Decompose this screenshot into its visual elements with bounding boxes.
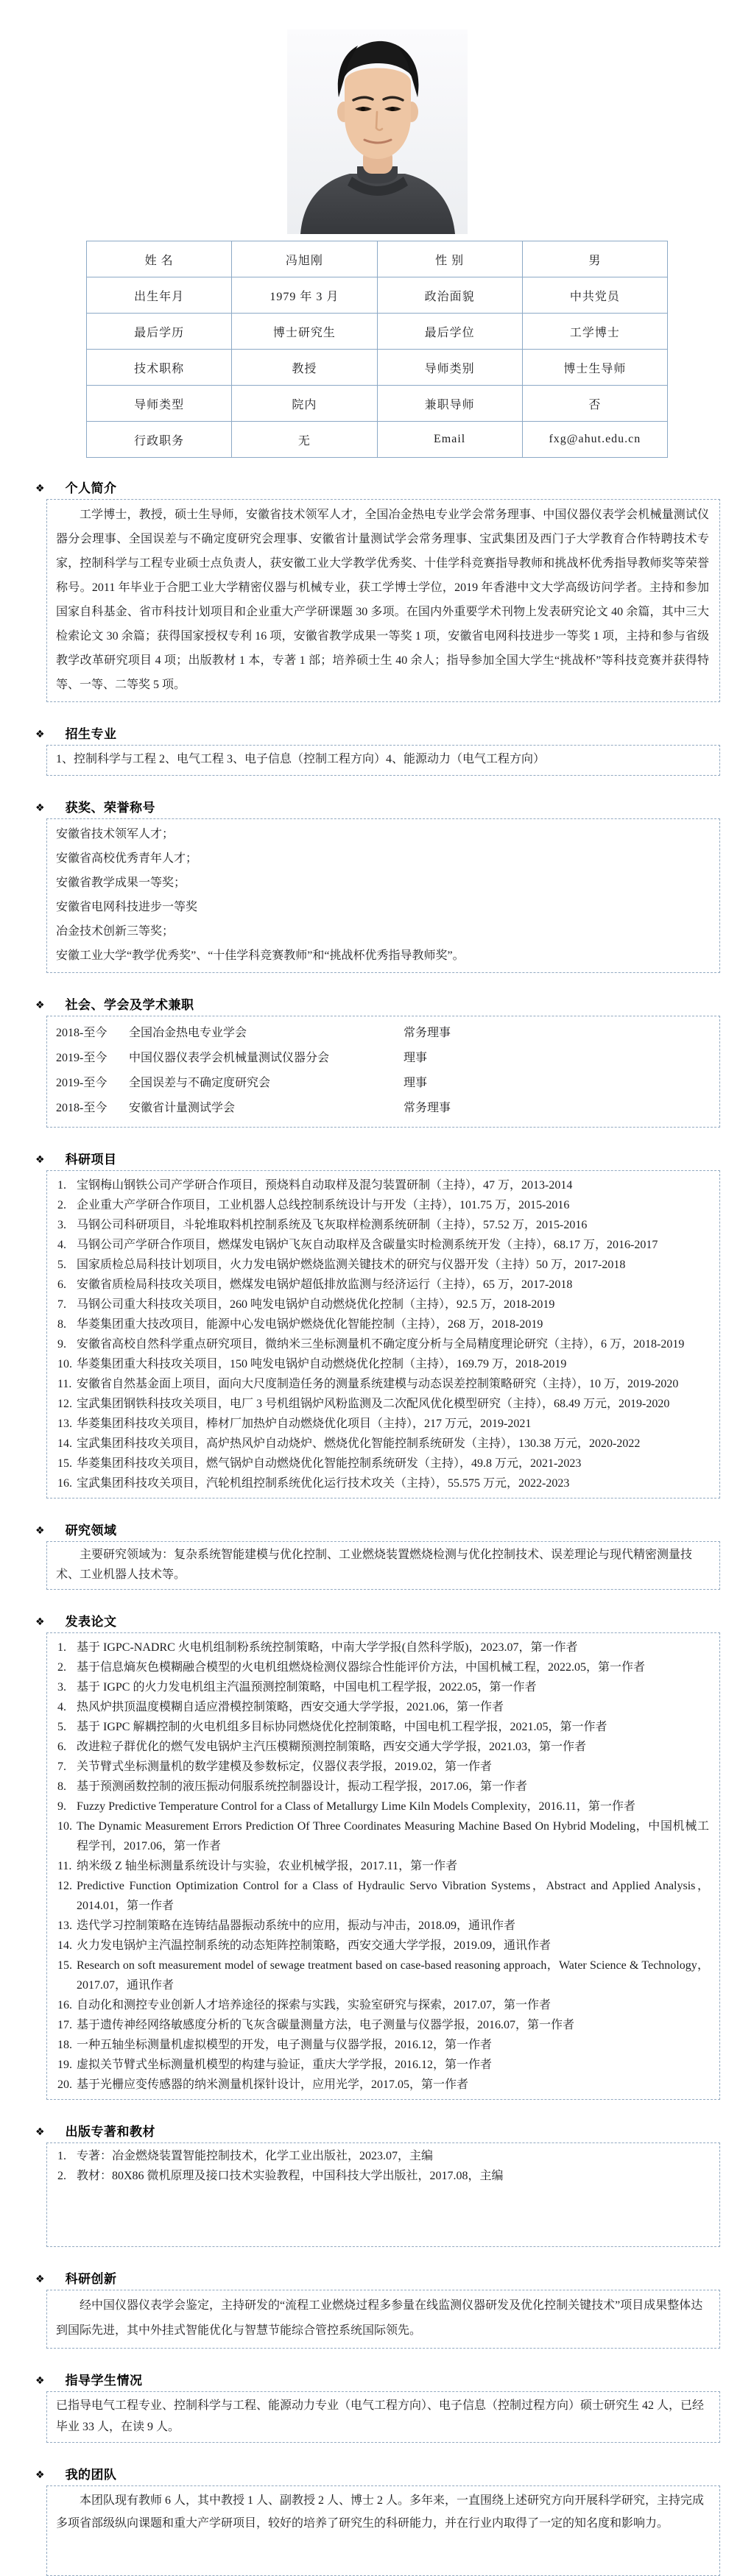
paper-item: Research on soft measurement model of sewage treatment based on case-based reasoning approach，Water Science & Technology，2017.07，通讯作者 bbox=[77, 1959, 710, 1992]
project-item: 马钢公司重大科技攻关项目，260 吨发电锅炉自动燃烧优化控制（主持），92.5 万，2018-2019 bbox=[77, 1298, 555, 1311]
award-item: 安徽省电网科技进步一等奖 bbox=[56, 901, 198, 913]
profile-table-row bbox=[87, 277, 668, 314]
diamond-icon: ❖ bbox=[35, 2375, 45, 2387]
field-value: 男 bbox=[522, 241, 667, 277]
team-content-box bbox=[46, 2485, 720, 2576]
award-item: 安徽省技术领军人才； bbox=[56, 828, 175, 841]
section-title-papers: 发表论文 bbox=[65, 1615, 117, 1629]
students-paragraph: 已指导电气工程专业、控制科学与工程、能源动力专业（电气工程方向）、电子信息（控制过程方向）硕士研究生 42 人，已经毕业 33 人，在读 9 人。 bbox=[56, 2399, 705, 2433]
papers-content-box bbox=[46, 1632, 720, 2100]
membership-organization: 中国仪器仪表学会机械量测试仪器分会 bbox=[129, 1052, 330, 1064]
membership-period: 2018-至今 bbox=[56, 1102, 108, 1114]
project-item: 宝钢梅山钢铁公司产学研合作项目，预烧料自动取样及混匀装置研制（主持），47 万，2013-2014 bbox=[77, 1179, 573, 1192]
award-item: 冶金技术创新三等奖； bbox=[56, 925, 175, 938]
innovation-paragraph: 经中国仪器仪表学会鉴定，主持研发的“流程工业燃烧过程多参量在线监测仪器研发及优化控制关键技术”项目成果整体达到国际先进，其中外挂式智能优化与智慧节能综合管控系统国际领先。 bbox=[56, 2299, 703, 2337]
awards-content-box bbox=[46, 818, 720, 973]
section-innovation bbox=[0, 2271, 754, 2349]
diamond-icon: ❖ bbox=[35, 2469, 45, 2481]
book-item: 教材：80X86 微机原理及接口技术实验教程，中国科技大学出版社，2017.08，主编 bbox=[77, 2170, 504, 2182]
section-title-enrollment: 招生专业 bbox=[65, 727, 117, 741]
paper-item: Predictive Function Optimization Control for a Class of Hydraulic Servo Vibration Systems，Abstract and Applied Analysis，2014.01，第一作者 bbox=[77, 1880, 709, 1912]
intro-content-box bbox=[46, 499, 720, 702]
field-label: 性 别 bbox=[377, 241, 522, 277]
field-label: 技术职称 bbox=[87, 350, 232, 386]
field-value: fxg@ahut.edu.cn bbox=[522, 422, 667, 458]
profile-table-row bbox=[87, 422, 668, 458]
section-awards bbox=[0, 800, 754, 973]
award-item: 安徽省教学成果一等奖； bbox=[56, 877, 186, 889]
paper-item: Fuzzy Predictive Temperature Control for a Class of Metallurgy Lime Kiln Models Complexity，2016.11，第一作者 bbox=[77, 1800, 635, 1813]
field-label: 行政职务 bbox=[87, 422, 232, 458]
diamond-icon: ❖ bbox=[35, 999, 45, 1011]
field-label: 最后学历 bbox=[87, 314, 232, 350]
paper-item: 火力发电锅炉主汽温控制系统的动态矩阵控制策略，西安交通大学学报，2019.09，通讯作者 bbox=[77, 1939, 552, 1952]
section-title-projects: 科研项目 bbox=[65, 1153, 117, 1167]
paper-item: 基于预测函数控制的液压振动伺服系统控制器设计，振动工程学报，2017.06，第一作者 bbox=[77, 1780, 528, 1793]
field-label: Email bbox=[377, 422, 522, 458]
book-item: 专著：冶金燃烧装置智能控制技术，化学工业出版社，2023.07，主编 bbox=[77, 2150, 434, 2162]
field-label: 出生年月 bbox=[87, 277, 232, 314]
project-item: 宝武集团科技攻关项目，汽轮机组控制系统优化运行技术攻关（主持），55.575 万元，2022-2023 bbox=[77, 1477, 570, 1490]
award-item: 安徽工业大学“教学优秀奖”、“十佳学科竞赛教师”和“挑战杯优秀指导教师奖”。 bbox=[56, 949, 465, 962]
books-content-box bbox=[46, 2142, 720, 2247]
membership-organization: 全国冶金热电专业学会 bbox=[129, 1027, 247, 1039]
paper-item: The Dynamic Measurement Errors Prediction Of Three Coordinates Measuring Machine Based On Hybrid Modeling，中国机械工程学刊，2017.06，第一作者 bbox=[77, 1820, 709, 1853]
research-fields-paragraph: 主要研究领域为：复杂系统智能建模与优化控制、工业燃烧装置燃烧检测与优化控制技术、误差理论与现代精密测量技术、工业机器人技术等。 bbox=[56, 1549, 693, 1581]
section-books bbox=[0, 2124, 754, 2247]
project-item: 华菱集团科技攻关项目，棒材厂加热炉自动燃烧优化项目（主持），217 万元，2019-2021 bbox=[77, 1418, 532, 1430]
membership-row bbox=[56, 1096, 709, 1121]
project-item: 马钢公司产学研合作项目，燃煤发电锅炉飞灰自动取样及含碳量实时检测系统开发（主持），68.17 万，2016-2017 bbox=[77, 1239, 658, 1251]
project-item: 华菱集团科技攻关项目，燃气锅炉自动燃烧优化智能控制系统研发（主持），49.8 万元，2021-2023 bbox=[77, 1457, 582, 1470]
profile-table-row bbox=[87, 386, 668, 422]
membership-period: 2018-至今 bbox=[56, 1027, 108, 1039]
diamond-icon: ❖ bbox=[35, 802, 45, 814]
paper-item: 基于遗传神经网络敏感度分析的飞灰含碳量测量方法，电子测量与仪器学报，2016.07，第一作者 bbox=[77, 2019, 575, 2031]
project-item: 安徽省高校自然科学重点研究项目，微纳米三坐标测量机不确定度分析与全局精度理论研究（主持），6 万，2018-2019 bbox=[77, 1338, 685, 1351]
project-item: 华菱集团重大科技攻关项目，150 吨发电锅炉自动燃烧优化控制（主持），169.79 万，2018-2019 bbox=[77, 1358, 567, 1370]
profile-table-row bbox=[87, 241, 668, 277]
section-intro bbox=[0, 481, 754, 702]
paper-item: 基于光栅应变传感器的纳米测量机探针设计，应用光学，2017.05，第一作者 bbox=[77, 2078, 469, 2091]
enrollment-content-box bbox=[46, 745, 720, 776]
paper-item: 基于 IGPC 解耦控制的火电机组多目标协同燃烧优化控制策略，中国电机工程学报，2021.05，第一作者 bbox=[77, 1721, 607, 1733]
paper-item: 迭代学习控制策略在连铸结晶器振动系统中的应用，振动与冲击，2018.09，通讯作者 bbox=[77, 1919, 516, 1932]
profile-table bbox=[86, 241, 668, 458]
section-title-intro: 个人简介 bbox=[65, 481, 117, 495]
paper-item: 虚拟关节臂式坐标测量机模型的构建与验证，重庆大学学报，2016.12，第一作者 bbox=[77, 2059, 493, 2071]
paper-item: 基于 IGPC-NADRC 火电机组制粉系统控制策略，中南大学学报(自然科学版)，2023.07，第一作者 bbox=[77, 1641, 578, 1654]
membership-role: 常务理事 bbox=[404, 1102, 451, 1114]
membership-row bbox=[56, 1046, 709, 1071]
paper-item: 关节臂式坐标测量机的数学建模及参数标定，仪器仪表学报，2019.02，第一作者 bbox=[77, 1761, 493, 1773]
project-item: 安徽省质检局科技攻关项目，燃煤发电锅炉超低排放监测与经济运行（主持），65 万，2017-2018 bbox=[77, 1278, 573, 1291]
field-label: 导师类别 bbox=[377, 350, 522, 386]
section-title-books: 出版专著和教材 bbox=[65, 2125, 156, 2139]
field-label: 政治面貌 bbox=[377, 277, 522, 314]
project-item: 宝武集团钢铁科技攻关项目，电厂 3 号机组锅炉风粉监测及二次配风优化模型研究（主持），68.49 万元，2019-2020 bbox=[77, 1398, 670, 1410]
membership-period: 2019-至今 bbox=[56, 1052, 108, 1064]
membership-organization: 全国误差与不确定度研究会 bbox=[129, 1077, 271, 1089]
section-title-students: 指导学生情况 bbox=[65, 2374, 143, 2388]
field-value: 院内 bbox=[232, 386, 377, 422]
profile-table-row bbox=[87, 350, 668, 386]
paper-item: 热风炉拱顶温度模糊自适应滑模控制策略，西安交通大学学报，2021.06，第一作者 bbox=[77, 1701, 504, 1713]
project-item: 企业重大产学研合作项目，工业机器人总线控制系统设计与开发（主持），101.75 万，2015-2016 bbox=[77, 1199, 570, 1211]
team-paragraph: 本团队现有教师 6 人，其中教授 1 人、副教授 2 人、博士 2 人。多年来，一直围绕上述研究方向开展科学研究，主持完成多项省部级纵向课题和重大产学研项目，较好的培养了研究生的科研能力，并在行业内取得了一定的知名度和影响力。 bbox=[56, 2494, 705, 2530]
research-fields-content-box bbox=[46, 1541, 720, 1590]
paper-item: 一种五轴坐标测量机虚拟模型的开发，电子测量与仪器学报，2016.12，第一作者 bbox=[77, 2039, 493, 2051]
section-memberships bbox=[0, 997, 754, 1128]
diamond-icon: ❖ bbox=[35, 729, 45, 740]
membership-row bbox=[56, 1071, 709, 1096]
photo-area bbox=[0, 0, 754, 234]
field-value: 无 bbox=[232, 422, 377, 458]
field-value: 中共党员 bbox=[522, 277, 667, 314]
project-item: 安徽省自然基金面上项目，面向大尺度制造任务的测量系统建模与动态误差控制策略研究（主持），10 万，2019-2020 bbox=[77, 1378, 679, 1390]
intro-paragraph: 工学博士，教授，硕士生导师，安徽省技术领军人才，全国冶金热电专业学会常务理事、中国仪器仪表学会机械量测试仪器分会理事、全国误差与不确定度研究会理事、安徽省计量测试学会常务理事、宝武集团及西门子大学教育合作特聘技术专家，控制科学与工程专业硕士点负责人，获安徽工业大学教学优秀奖、十佳学科竞赛指导教师和挑战杯优秀指导教师奖等荣誉称号。2011 年毕业于合肥工业大学精密仪器与机械专业，获工学博士学位，2019 年香港中文大学高级访问学者。主持和参加国家自科基金、省市科技计划项目和企业重大产学研课题 30 多项。在国内外重要学术刊物上发表研究论文 40 余篇，其中三大检索论文 30 余篇；获得国家授权专利 16 项，安徽省教学成果一等奖 1 项，安徽省电网科技进步一等奖 1 项，主持和参与省级教学改革研究项目 4 项；出版教材 1 本，专著 1 部；培养硕士生 40 余人；指导参加全国大学生“挑战杯”等科技竞赛并获得特等、一等、二等奖 5 项。 bbox=[56, 509, 709, 691]
project-item: 马钢公司科研项目，斗轮堆取料机控制系统及飞灰取样检测系统研制（主持），57.52 万，2015-2016 bbox=[77, 1219, 588, 1231]
memberships-content-box bbox=[46, 1016, 720, 1128]
project-item: 华菱集团重大技改项目，能源中心发电锅炉燃烧优化智能控制（主持），268 万，2018-2019 bbox=[77, 1318, 543, 1331]
diamond-icon: ❖ bbox=[35, 2274, 45, 2285]
section-projects bbox=[0, 1152, 754, 1498]
field-value: 博士生导师 bbox=[522, 350, 667, 386]
membership-role: 常务理事 bbox=[404, 1027, 451, 1039]
section-students bbox=[0, 2373, 754, 2443]
membership-organization: 安徽省计量测试学会 bbox=[129, 1102, 236, 1114]
section-team bbox=[0, 2467, 754, 2576]
diamond-icon: ❖ bbox=[35, 2126, 45, 2138]
paper-item: 改进粒子群优化的燃气发电锅炉主汽压模糊预测控制策略，西安交通大学学报，2021.03，第一作者 bbox=[77, 1741, 587, 1753]
field-value: 冯旭刚 bbox=[232, 241, 377, 277]
membership-row bbox=[56, 1021, 709, 1046]
project-item: 宝武集团科技攻关项目，高炉热风炉自动烧炉、燃烧优化智能控制系统研发（主持），130.38 万元，2020-2022 bbox=[77, 1437, 641, 1450]
membership-role: 理事 bbox=[404, 1077, 428, 1089]
field-label: 最后学位 bbox=[377, 314, 522, 350]
section-title-innovation: 科研创新 bbox=[65, 2272, 117, 2286]
section-enrollment bbox=[0, 726, 754, 776]
award-item: 安徽省高校优秀青年人才； bbox=[56, 852, 198, 865]
diamond-icon: ❖ bbox=[35, 1616, 45, 1628]
section-research-fields bbox=[0, 1523, 754, 1590]
diamond-icon: ❖ bbox=[35, 1154, 45, 1166]
membership-role: 理事 bbox=[404, 1052, 428, 1064]
field-value: 博士研究生 bbox=[232, 314, 377, 350]
paper-item: 基于 IGPC 的火力发电机组主汽温预测控制策略，中国电机工程学报，2022.05，第一作者 bbox=[77, 1681, 537, 1694]
field-value: 教授 bbox=[232, 350, 377, 386]
field-label: 兼职导师 bbox=[377, 386, 522, 422]
diamond-icon: ❖ bbox=[35, 1525, 45, 1537]
field-value: 工学博士 bbox=[522, 314, 667, 350]
students-content-box bbox=[46, 2391, 720, 2443]
portrait-photo bbox=[287, 29, 468, 234]
section-title-team: 我的团队 bbox=[65, 2468, 117, 2482]
membership-period: 2019-至今 bbox=[56, 1077, 108, 1089]
paper-item: 基于信息熵灰色模糊融合模型的火电机组燃烧检测仪器综合性能评价方法，中国机械工程，2022.05，第一作者 bbox=[77, 1661, 646, 1674]
projects-content-box bbox=[46, 1170, 720, 1498]
field-value: 否 bbox=[522, 386, 667, 422]
paper-item: 自动化和测控专业创新人才培养途径的探索与实践，实验室研究与探索，2017.07，第一作者 bbox=[77, 1999, 552, 2011]
diamond-icon: ❖ bbox=[35, 483, 45, 495]
section-title-research-fields: 研究领域 bbox=[65, 1524, 117, 1538]
field-label: 导师类型 bbox=[87, 386, 232, 422]
section-title-awards: 获奖、荣誉称号 bbox=[65, 801, 156, 815]
section-papers bbox=[0, 1614, 754, 2100]
field-label: 姓 名 bbox=[87, 241, 232, 277]
innovation-content-box bbox=[46, 2290, 720, 2349]
enrollment-majors: 1、控制科学与工程 2、电气工程 3、电子信息（控制工程方向）4、能源动力（电气工程方向） bbox=[56, 753, 546, 765]
field-value: 1979 年 3 月 bbox=[232, 277, 377, 314]
profile-table-row bbox=[87, 314, 668, 350]
project-item: 国家质检总局科技计划项目，火力发电锅炉燃烧监测关键技术的研究与仪器开发（主持）50 万，2017-2018 bbox=[77, 1259, 626, 1271]
section-title-memberships: 社会、学会及学术兼职 bbox=[65, 998, 194, 1012]
paper-item: 纳米级 Z 轴坐标测量系统设计与实验，农业机械学报，2017.11，第一作者 bbox=[77, 1860, 458, 1872]
